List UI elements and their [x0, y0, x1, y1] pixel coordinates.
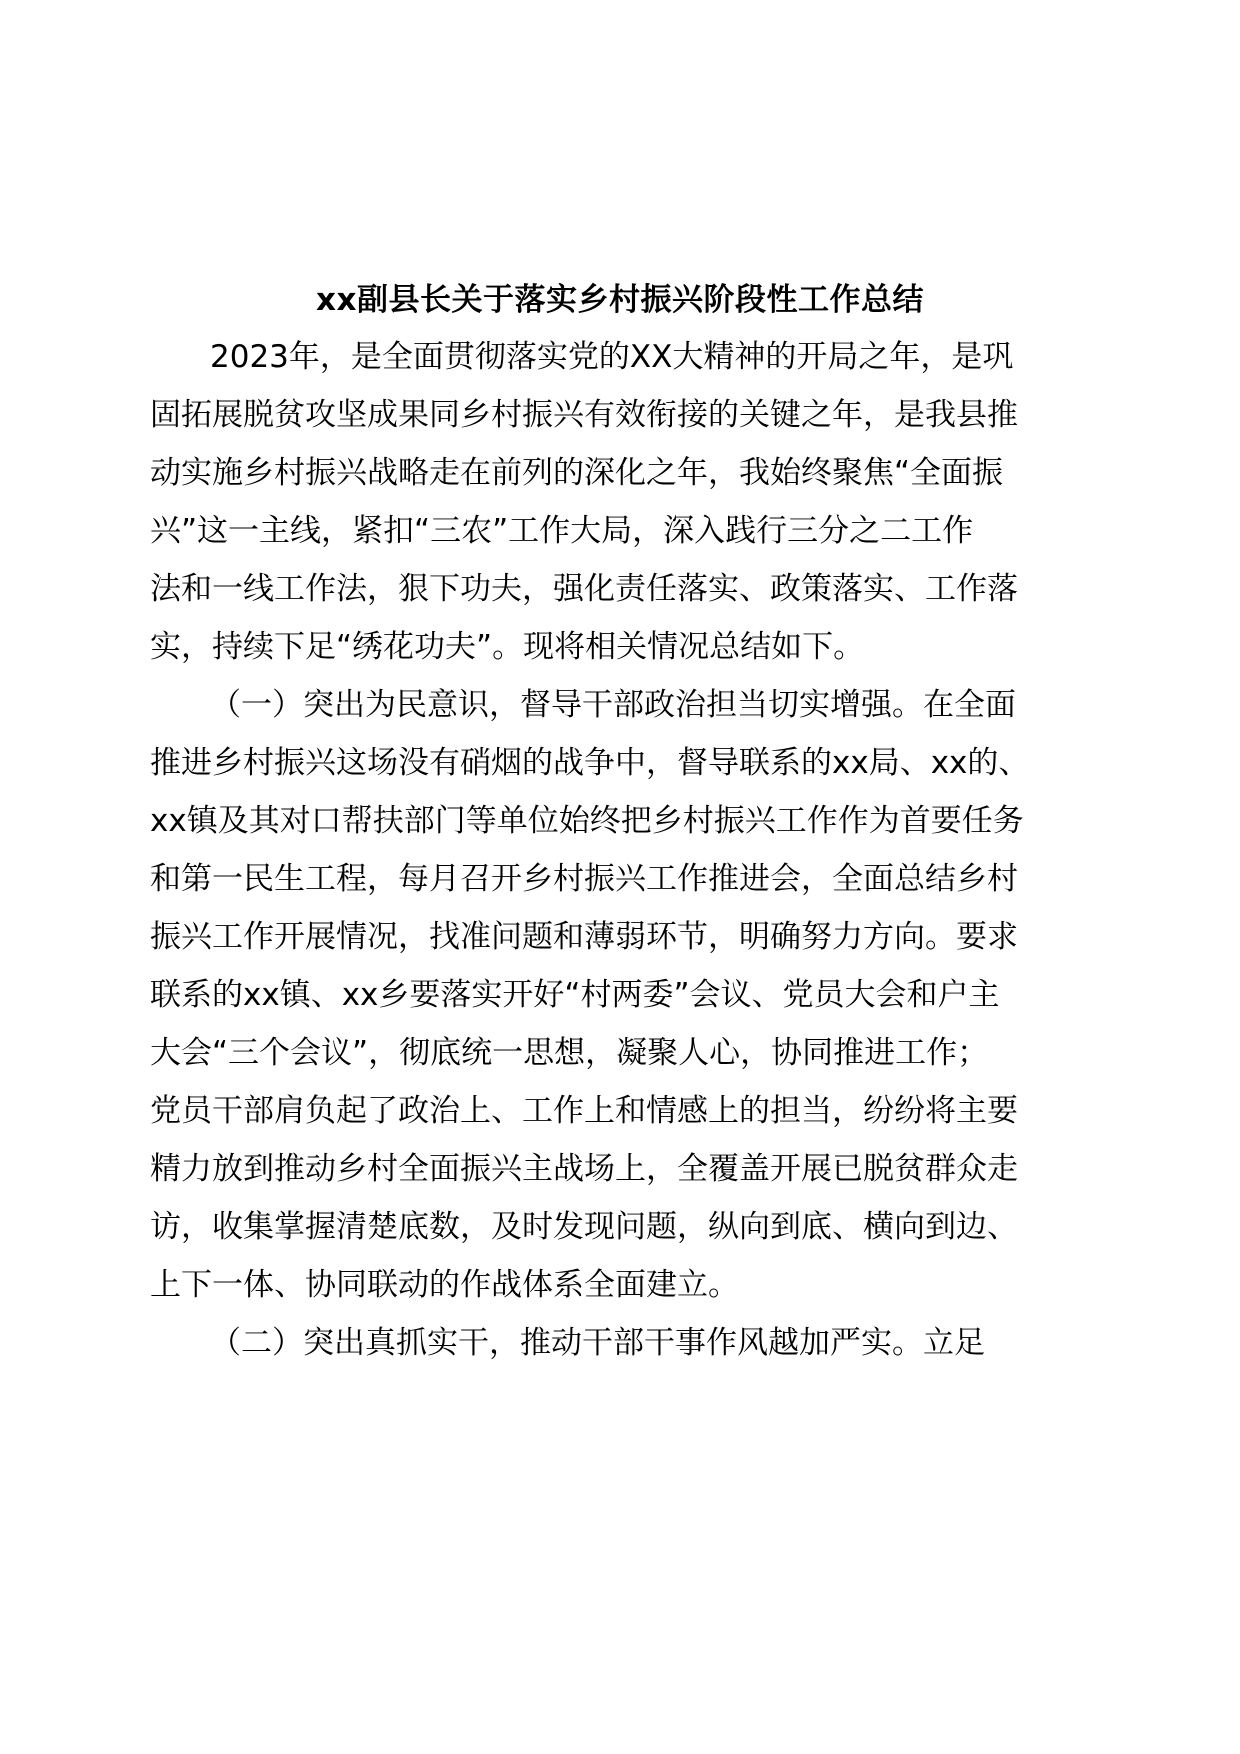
paragraph-3-line-1: （二）突出真抓实干，推动干部干事作风越加严实。立足	[210, 1325, 985, 1361]
paragraph-2-line-2: 推进乡村振兴这场没有硝烟的战争中，督导联系的xx局、xx的、	[150, 745, 1030, 781]
paragraph-2-line-5: 振兴工作开展情况，找准问题和薄弱环节，明确努力方向。要求	[150, 919, 1018, 955]
paragraph-2-line-8: 党员干部肩负起了政治上、工作上和情感上的担当，纷纷将主要	[150, 1093, 1018, 1129]
paragraph-2-line-10: 访，收集掌握清楚底数，及时发现问题，纵向到底、横向到边、	[150, 1209, 1018, 1245]
paragraph-2-line-6: 联系的xx镇、xx乡要落实开好“村两委”会议、党员大会和户主	[150, 977, 1000, 1013]
document-title: xx副县长关于落实乡村振兴阶段性工作总结	[316, 282, 924, 318]
paragraph-1-line-1: 2023年，是全面贯彻落实党的XX大精神的开局之年，是巩	[210, 339, 1014, 375]
paragraph-1-line-2: 固拓展脱贫攻坚成果同乡村振兴有效衔接的关键之年，是我县推	[150, 397, 1018, 433]
paragraph-2-line-4: 和第一民生工程，每月召开乡村振兴工作推进会，全面总结乡村	[150, 861, 1018, 897]
paragraph-1-line-4: 兴”这一主线，紧扣“三农”工作大局，深入践行三分之二工作	[150, 513, 974, 549]
paragraph-1-line-5: 法和一线工作法，狠下功夫，强化责任落实、政策落实、工作落	[150, 571, 1018, 607]
paragraph-2-line-9: 精力放到推动乡村全面振兴主战场上，全覆盖开展已脱贫群众走	[150, 1151, 1018, 1187]
paragraph-1-line-6: 实，持续下足“绣花功夫”。现将相关情况总结如下。	[150, 629, 865, 665]
paragraph-1-line-3: 动实施乡村振兴战略走在前列的深化之年，我始终聚焦“全面振	[150, 455, 1004, 491]
paragraph-2-line-7: 大会“三个会议”，彻底统一思想，凝聚人心，协同推进工作；	[150, 1035, 989, 1071]
paragraph-2-line-3: xx镇及其对口帮扶部门等单位始终把乡村振兴工作作为首要任务	[150, 803, 1024, 839]
paragraph-2-line-1: （一）突出为民意识，督导干部政治担当切实增强。在全面	[210, 687, 1016, 723]
paragraph-2-line-11: 上下一体、协同联动的作战体系全面建立。	[150, 1267, 739, 1303]
